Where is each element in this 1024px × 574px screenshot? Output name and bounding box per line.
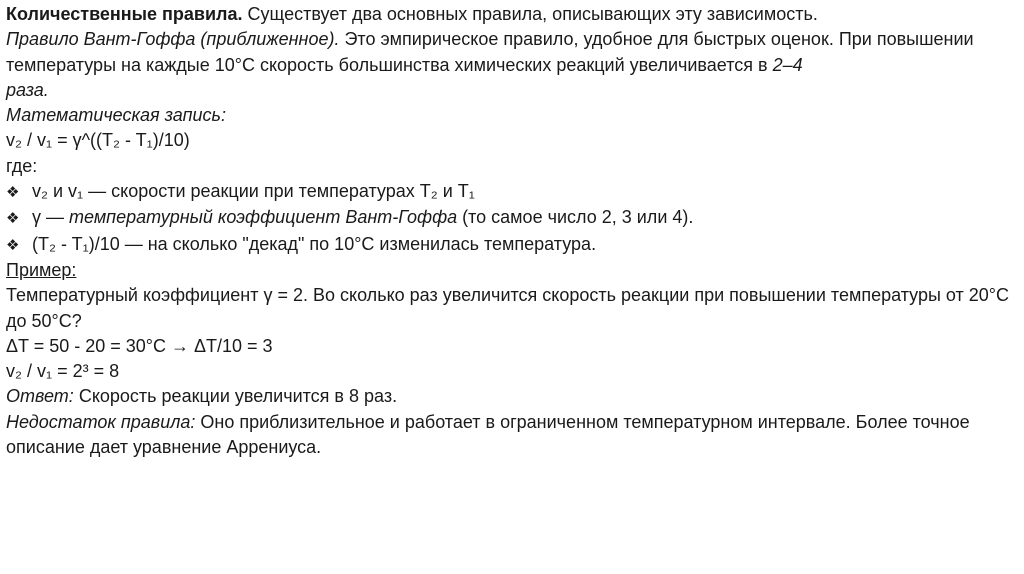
bullet-item-velocities — [6, 179, 1018, 205]
vant-hoff-heading: Правило Вант-Гоффа (приближенное). — [6, 29, 340, 50]
slide-content — [6, 2, 1018, 460]
vant-hoff-text: Это эмпирическое правило, удобное для быстрых оценок. При повышении температуры на каждые 10°С скорость большинства химических реакций увеличивается в — [6, 29, 974, 75]
math-heading: Математическая запись: — [6, 105, 226, 126]
example-step-1: ΔT = 50 - 20 = 30°С → ΔT/10 = 3 — [6, 335, 273, 356]
drawback-text: Оно приблизительное и работает в ограниченном температурном интервале. Более точное описание дает уравнение Аррениуса. — [6, 411, 970, 458]
intro-title: Количественные правила. — [6, 4, 243, 24]
four-diamond-bullet-icon: ❖ — [6, 235, 20, 254]
bullet-text: (T₂ - T₁)/10 — на сколько "декад" по 10°С изменилась температура. — [32, 233, 597, 254]
bullet-item-gamma — [6, 205, 1018, 231]
four-diamond-bullet-icon: ❖ — [6, 183, 20, 202]
example-problem: Температурный коэффициент γ = 2. Во сколько раз увеличится скорость реакции при повышении температуры от 20°С до 50°С? — [6, 285, 1009, 331]
vant-hoff-paragraph — [6, 27, 1018, 103]
bullet-text-wrapper — [32, 205, 693, 230]
drawback-label: Недостаток правила: — [6, 411, 196, 432]
bullet-lead: γ — — [32, 207, 70, 228]
answer-text: Скорость реакции увеличится в 8 раз. — [73, 386, 398, 407]
intro-text: Существует два основных правила, описывающих эту зависимость. — [242, 4, 818, 24]
math-where: где: — [6, 155, 38, 176]
intro-line — [6, 2, 1018, 27]
answer-label: Ответ: — [6, 386, 74, 407]
vant-hoff-range: 2–4 — [772, 54, 803, 75]
bullet-item-decades — [6, 232, 1018, 258]
example-step-2: v₂ / v₁ = 2³ = 8 — [6, 361, 120, 382]
bullet-tail: (то самое число 2, 3 или 4). — [457, 207, 694, 228]
vant-hoff-times: раза. — [6, 79, 49, 100]
math-formula: v₂ / v₁ = γ^((T₂ - T₁)/10) — [6, 130, 190, 151]
drawback-paragraph — [6, 410, 1018, 461]
bullet-italic: температурный коэффициент Вант-Гоффа — [69, 207, 458, 228]
four-diamond-bullet-icon: ❖ — [6, 209, 20, 228]
example-heading: Пример: — [6, 259, 77, 280]
answer-line — [6, 384, 1018, 409]
bullet-text: v₂ и v₁ — скорости реакции при температурах T₂ и T₁ — [32, 181, 475, 202]
